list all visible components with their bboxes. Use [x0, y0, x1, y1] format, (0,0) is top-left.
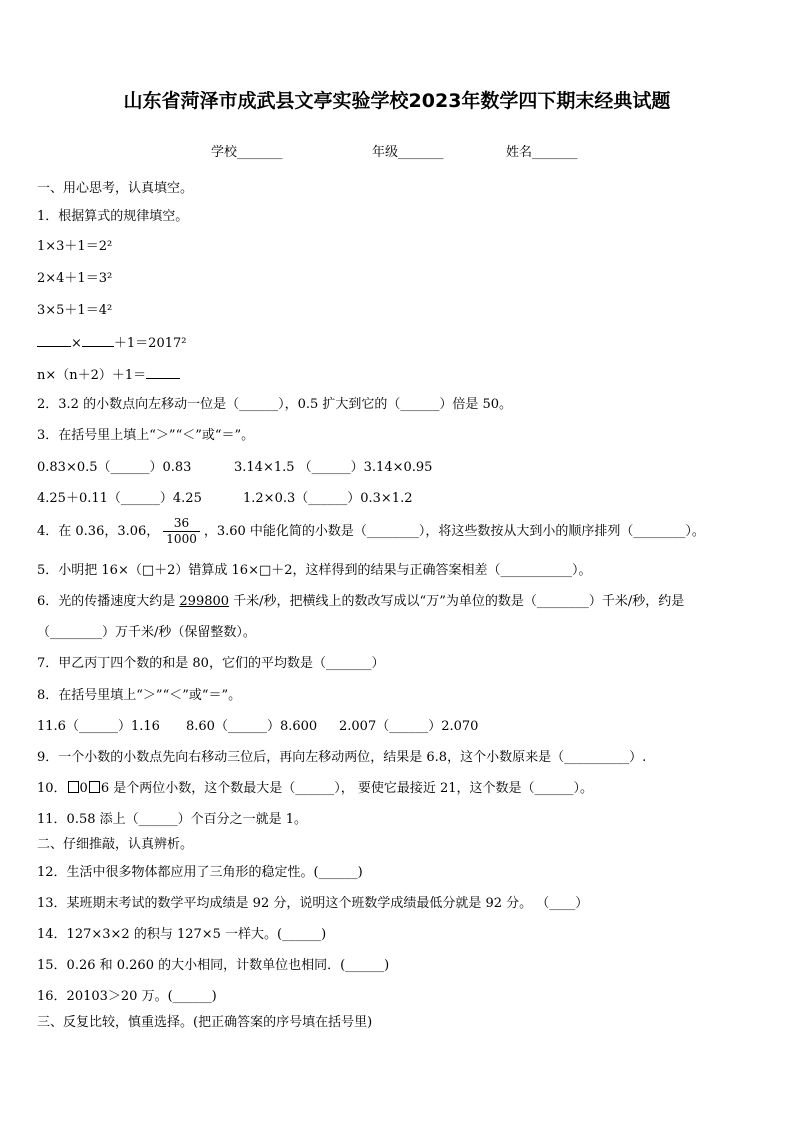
answer-blank[interactable]	[146, 365, 180, 379]
q6-text-start: 6．光的传播速度大约是	[37, 594, 180, 609]
question-13: 13．某班期末考试的数学平均成绩是 92 分，说明这个班数学成绩最低分就是 92 分。 （____）	[37, 896, 589, 911]
section-1-heading: 一、用心思考，认真填空。	[37, 181, 194, 196]
school-field: 学校_______	[211, 145, 283, 160]
question-11: 11．0.58 添上（______）个百分之一就是 1。	[37, 812, 308, 827]
question-8-heading: 8．在括号里填上“＞”“＜”或“＝”。	[37, 688, 242, 703]
q3-item-2: 3.14×1.5 （______）3.14×0.95	[234, 460, 433, 475]
times-sign: ×	[71, 336, 82, 351]
answer-blank[interactable]	[37, 333, 71, 347]
q3-item-3: 4.25＋0.11（______）4.25	[37, 491, 202, 506]
section-2-heading: 二、仔细推敲，认真辨析。	[37, 837, 194, 852]
fraction-denominator: 1000	[166, 532, 197, 546]
fraction	[163, 516, 200, 547]
q3-item-1: 0.83×0.5（______）0.83	[37, 460, 192, 475]
q1-pattern-line-3: 3×5＋1＝4²	[37, 303, 113, 318]
question-12: 12．生活中很多物体都应用了三角形的稳定性。(______)	[37, 865, 363, 880]
question-10	[37, 780, 593, 798]
underlined-number: 299800	[179, 594, 230, 609]
question-14: 14．127×3×2 的积与 127×5 一样大。(______)	[37, 927, 327, 942]
grade-field: 年级_______	[372, 145, 444, 160]
q1-pattern-line-2: 2×4＋1＝3²	[37, 271, 113, 286]
question-6-line-2: （________）万千米/秒（保留整数）。	[37, 625, 256, 640]
q1-pattern-line-4	[37, 333, 186, 353]
q8-item-2: 8.60（______）8.600	[186, 719, 318, 734]
question-3-heading: 3．在括号里上填上“＞”“＜”或“＝”。	[37, 428, 255, 443]
question-2: 2．3.2 的小数点向左移动一位是（______），0.5 扩大到它的（______）倍是 50。	[37, 397, 513, 412]
question-5: 5．小明把 16×（□＋2）错算成 16×□＋2，这样得到的结果与正确答案相差（___________）。	[37, 563, 592, 578]
q8-item-1: 11.6（______）1.16	[37, 719, 160, 734]
q10-digit: 0	[79, 781, 88, 796]
answer-blank[interactable]	[82, 333, 114, 347]
page-title: 山东省菏泽市成武县文亭实验学校2023年数学四下期末经典试题	[123, 90, 671, 112]
question-16: 16．20103＞20 万。(______)	[37, 989, 217, 1004]
question-4	[37, 516, 705, 547]
q10-text: 6 是个两位小数，这个数最大是（______）， 要使它最接近 21，这个数是（______）。	[100, 781, 594, 796]
q1-line-5-text: n×（n＋2）＋1＝	[37, 368, 147, 383]
question-6	[37, 593, 684, 611]
q10-number: 10．	[37, 781, 67, 796]
fraction-numerator: 36	[163, 516, 200, 532]
q6-text-end: 千米/秒，把横线上的数改写成以“万”为单位的数是（________）千米/秒，约是	[229, 594, 685, 609]
question-15: 15．0.26 和 0.260 的大小相同，计数单位也相同．(______)	[37, 958, 390, 973]
q1-pattern-line-1: 1×3＋1＝2²	[37, 239, 113, 254]
q4-text-end: ，3.60 中能化简的小数是（________），将这些数按从大到小的顺序排列（________）。	[203, 524, 705, 539]
question-9: 9．一个小数的小数点先向右移动三位后，再向左移动两位，结果是 6.8，这个小数原来是（__________）.	[37, 750, 647, 765]
question-1-heading: 1．根据算式的规律填空。	[37, 209, 189, 224]
q3-item-4: 1.2×0.3（______）0.3×1.2	[243, 491, 413, 506]
digit-box	[68, 781, 79, 793]
q4-text-start: 4．在 0.36，3.06，	[37, 524, 160, 539]
name-field: 姓名_______	[506, 145, 578, 160]
q1-pattern-line-5	[37, 365, 180, 385]
q8-item-3: 2.007（______）2.070	[339, 719, 479, 734]
digit-box	[89, 781, 100, 793]
question-7: 7．甲乙丙丁四个数的和是 80，它们的平均数是（_______）	[37, 656, 385, 671]
section-3-heading: 三、反复比较，慎重选择。(把正确答案的序号填在括号里)	[37, 1015, 373, 1030]
q1-line-4-tail: ＋1＝2017²	[113, 336, 187, 351]
